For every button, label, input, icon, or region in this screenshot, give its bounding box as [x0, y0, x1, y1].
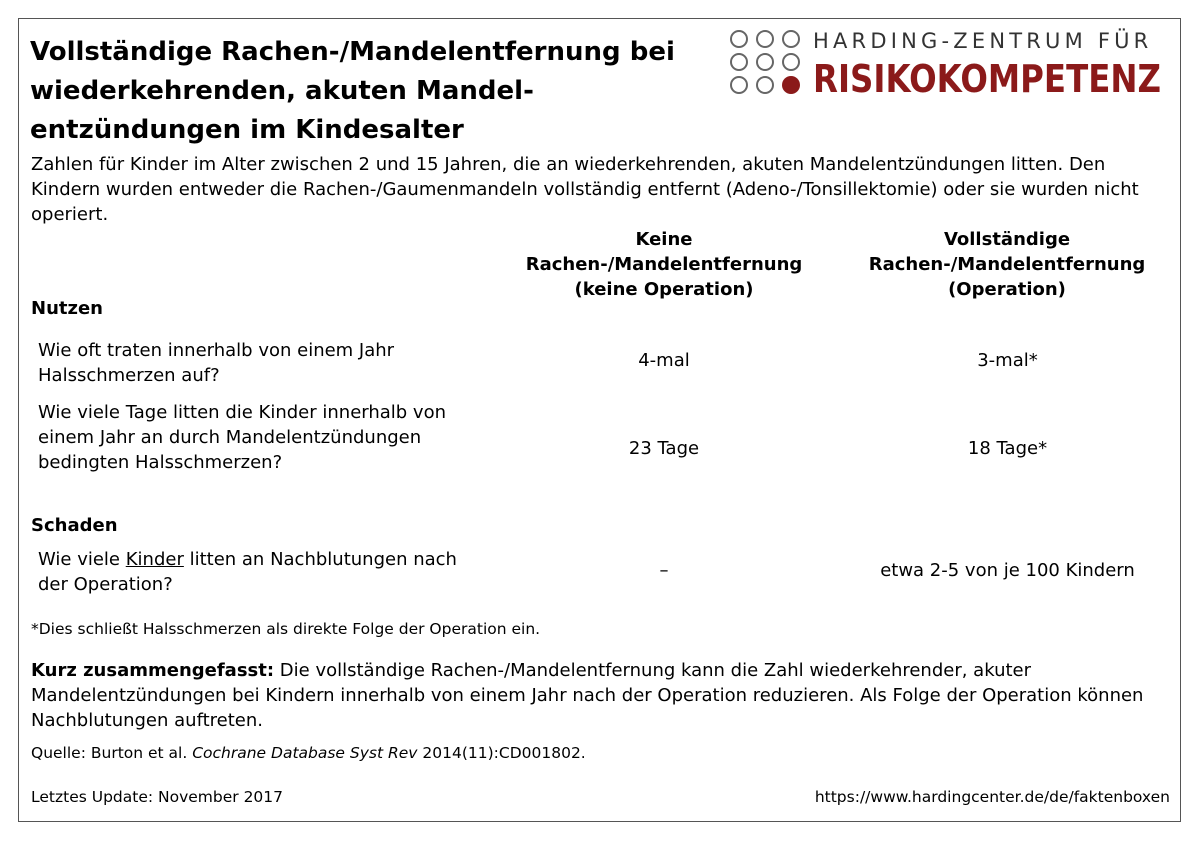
benefit-1-no-operation: 4-mal	[638, 350, 690, 371]
source-pre: Quelle: Burton et al.	[31, 744, 193, 762]
logo-line2: RISIKOKOMPETENZ	[813, 57, 1161, 101]
benefit-1-operation: 3-mal*	[977, 350, 1038, 371]
benefit-2-no-operation: 23 Tage	[628, 438, 700, 459]
column-header-no-operation: Keine Rachen-/Mandelentfernung (keine Operation)	[525, 229, 803, 300]
benefit-2-operation: 18 Tage*	[967, 438, 1048, 459]
harding-center-logo	[727, 26, 1167, 101]
footnote: *Dies schließt Halsschmerzen als direkte Folge der Operation ein.	[31, 620, 541, 638]
column-header-operation: Vollständige Rachen-/Mandelentfernung (Operation)	[868, 229, 1146, 300]
section-heading-harm: Schaden	[31, 515, 118, 536]
benefit-question-1: Wie oft traten innerhalb von einem Jahr Halsschmerzen auf?	[38, 340, 395, 386]
logo-line1: HARDING-ZENTRUM FÜR	[813, 29, 1153, 53]
logo-dot-accent	[782, 76, 800, 94]
source-journal: Cochrane Database Syst Rev	[192, 744, 418, 762]
harm-1-no-operation: –	[659, 560, 669, 581]
last-updated: Letztes Update: November 2017	[31, 788, 284, 806]
page-title: Vollständige Rachen-/Mandelentfernung bei wiederkehrenden, akuten Mandel-entzündungen im Kindesalter	[30, 37, 675, 145]
benefit-question-2: Wie viele Tage litten die Kinder innerhalb von einem Jahr an durch Mandelentzündungen bedingten Halsschmerzen?	[38, 402, 447, 473]
section-heading-benefit: Nutzen	[31, 298, 103, 319]
summary-text: Die vollständige Rachen-/Mandelentfernung kann die Zahl wiederkehrender, akuter Mandelentzündungen bei Kindern innerhalb von einem Jahr nach der Operation reduzieren. Als Folge der Operation können Nachblutungen auftreten.	[31, 660, 1144, 731]
harm-question-1	[38, 547, 478, 597]
harm-question-pre: Wie viele	[38, 549, 126, 570]
intro-text: Zahlen für Kinder im Alter zwischen 2 und 15 Jahren, die an wiederkehrenden, akuten Mandelentzündungen litten. Den Kindern wurden entweder die Rachen-/Gaumenmandeln vollständig entfernt (Adeno-/Tonsillektomie) oder sie wurden nicht operiert.	[31, 154, 1139, 225]
harm-question-link[interactable]: Kinder	[125, 549, 184, 570]
summary	[31, 658, 1171, 733]
harm-1-operation: etwa 2-5 von je 100 Kindern	[880, 560, 1135, 581]
website-url[interactable]: https://www.hardingcenter.de/de/faktenboxen	[814, 788, 1170, 806]
summary-label: Kurz zusammengefasst:	[31, 660, 275, 681]
source-citation	[31, 744, 586, 762]
source-post: 2014(11):CD001802.	[417, 744, 586, 762]
harm-question-post: litten an Nachblutungen nach der Operation?	[38, 549, 457, 595]
